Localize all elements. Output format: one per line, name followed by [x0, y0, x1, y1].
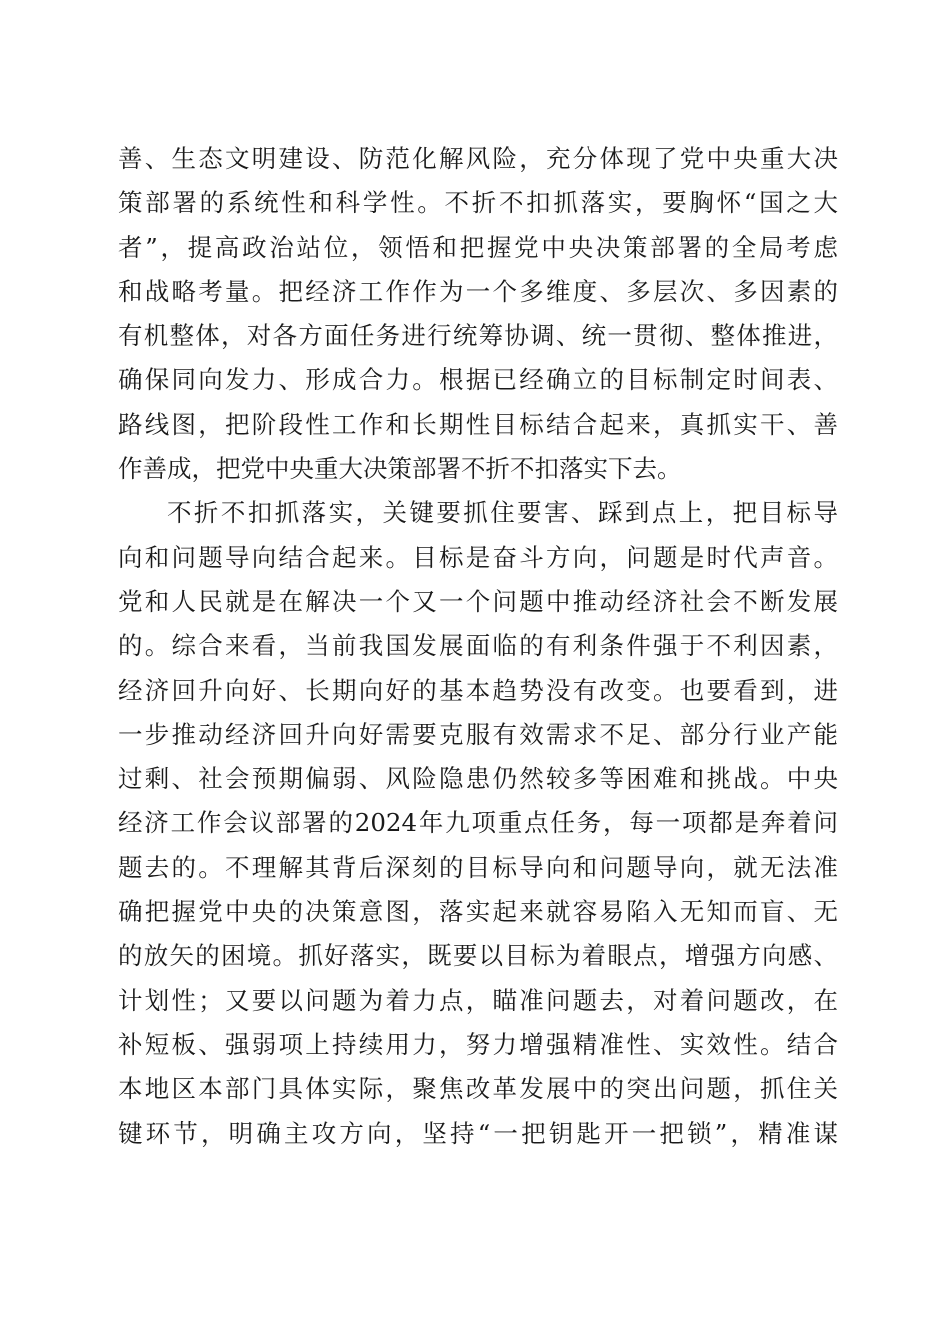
- text-line: 党和人民就是在解决一个又一个问题中推动经济社会不断发展: [118, 586, 838, 616]
- text-line: 确保同向发力、形成合力。根据已经确立的目标制定时间表、: [118, 365, 838, 395]
- text-line: 确把握党中央的决策意图，落实起来就容易陷入无知而盲、无: [118, 897, 838, 927]
- paragraph-1-continued: [118, 137, 838, 491]
- text-line: 善、生态文明建设、防范化解风险，充分体现了党中央重大决: [118, 144, 838, 173]
- text-line: 经济工作会议部署的2024年九项重点任务，每一项都是奔着问: [118, 808, 838, 838]
- text-line: 一步推动经济回升向好需要克服有效需求不足、部分行业产能: [118, 719, 838, 749]
- document-body: [118, 137, 838, 1156]
- text-line-last: 作善成，把党中央重大决策部署不折不扣落实下去。: [118, 454, 682, 484]
- text-line: 经济回升向好、长期向好的基本趋势没有改变。也要看到，进: [118, 675, 838, 705]
- text-line: 策部署的系统性和科学性。不折不扣抓落实，要胸怀“国之大: [118, 188, 838, 218]
- text-line: 过剩、社会预期偏弱、风险隐患仍然较多等困难和挑战。中央: [118, 764, 838, 794]
- text-line: 有机整体，对各方面任务进行统筹协调、统一贯彻、整体推进，: [118, 321, 838, 351]
- text-line: 键环节，明确主攻方向，坚持“一把钥匙开一把锁”，精准谋: [118, 1118, 838, 1148]
- text-line: 本地区本部门具体实际，聚焦改革发展中的突出问题，抓住关: [118, 1074, 838, 1104]
- text-line: 者”，提高政治站位，领悟和把握党中央决策部署的全局考虑: [118, 232, 838, 262]
- text-line: 的放矢的困境。抓好落实，既要以目标为着眼点，增强方向感、: [118, 941, 838, 971]
- paragraph-2: [118, 491, 838, 1155]
- text-line: 题去的。不理解其背后深刻的目标导向和问题导向，就无法准: [118, 852, 838, 882]
- text-line: 向和问题导向结合起来。目标是奋斗方向，问题是时代声音。: [118, 542, 838, 572]
- text-line: 和战略考量。把经济工作作为一个多维度、多层次、多因素的: [118, 276, 838, 306]
- text-line-first-indented: 不折不扣抓落实，关键要抓住要害、踩到点上，把目标导: [167, 498, 838, 528]
- text-line: 计划性；又要以问题为着力点，瞄准问题去，对着问题改，在: [118, 985, 838, 1015]
- text-line: 路线图，把阶段性工作和长期性目标结合起来，真抓实干、善: [118, 409, 838, 439]
- text-line: 的。综合来看，当前我国发展面临的有利条件强于不利因素，: [118, 631, 838, 661]
- text-line: 补短板、强弱项上持续用力，努力增强精准性、实效性。结合: [118, 1029, 838, 1059]
